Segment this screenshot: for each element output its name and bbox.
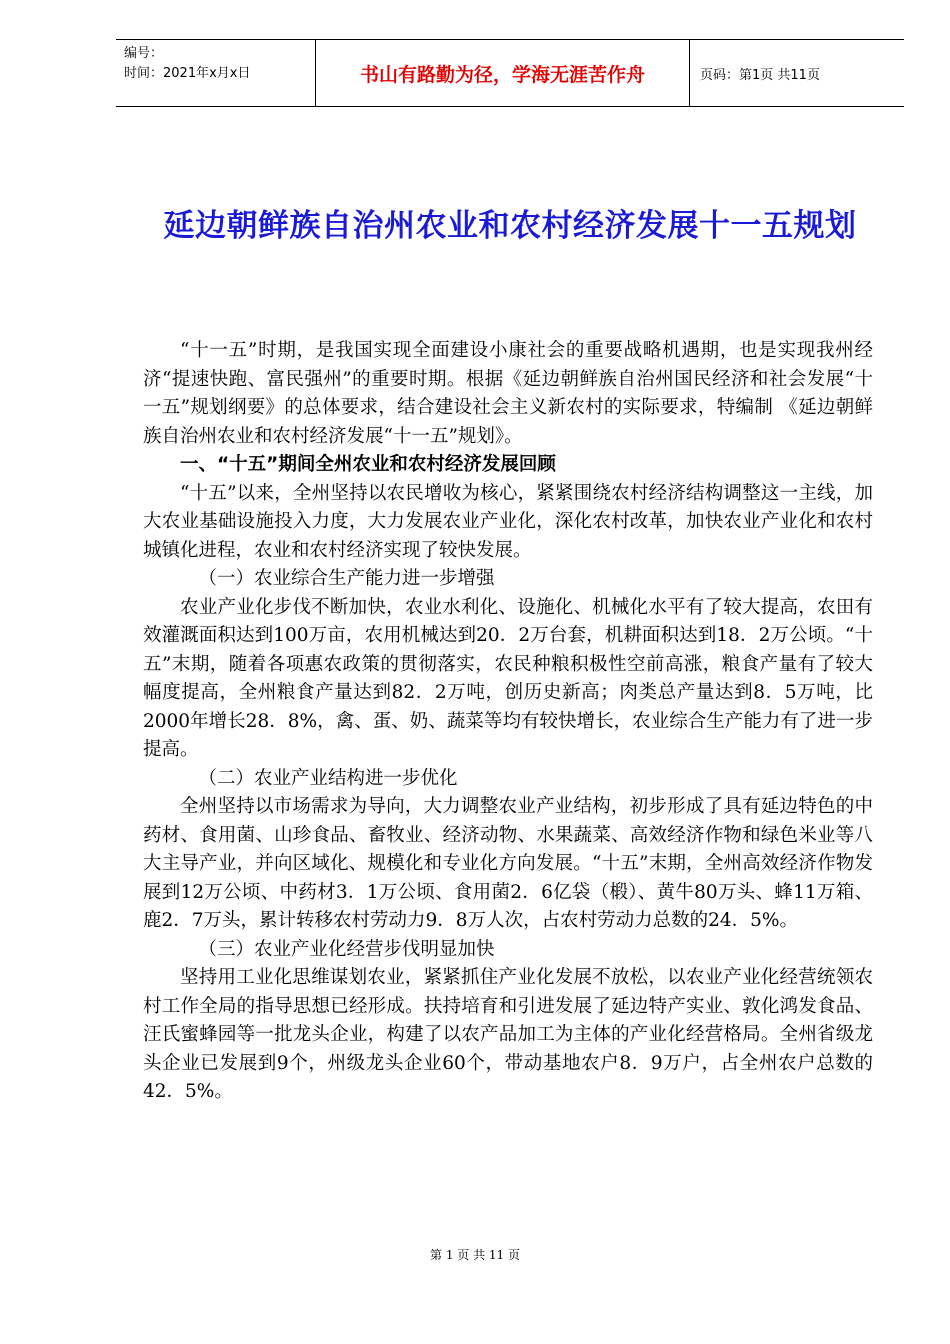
document-title: 延边朝鲜族自治州农业和农村经济发展十一五规划	[163, 208, 857, 244]
paragraph: 坚持用工业化思维谋划农业，紧紧抓住产业化发展不放松，以农业产业化经营统领农村工作全局的指导思想已经形成。扶持培育和引进发展了延边特产实业、敦化鸿发食品、汪氏蜜蜂园等一批龙头企业，构建了以农产品加工为主体的产业化经营格局。全州省级龙头企业已发展到9个，州级龙头企业60个，带动基地农户8．9万户，占全州农户总数的42．5%。	[143, 967, 873, 1102]
page-footer: 第 1 页 共 11 页	[430, 1248, 520, 1262]
document-body	[143, 337, 873, 1107]
paragraph: “十五”以来，全州坚持以农民增收为核心，紧紧围绕农村经济结构调整这一主线，加大农业基础设施投入力度，大力发展农业产业化，深化农村改革，加快农业产业化和农村城镇化进程，农业和农村经济实现了较快发展。	[143, 482, 873, 561]
header-table	[116, 39, 904, 107]
intro-paragraph: “十一五”时期，是我国实现全面建设小康社会的重要战略机遇期，也是实现我州经济“提速快跑、富民强州”的重要时期。根据《延边朝鲜族自治州国民经济和社会发展“十一五”规划纲要》的总体要求，结合建设社会主义新农村的实际要求，特编制 《延边朝鲜族自治州农业和农村经济发展“十一五”规划》。	[143, 340, 873, 447]
section-heading: 一、“十五”期间全州农业和农村经济发展回顾	[180, 454, 556, 475]
time-label: 时间：2021年x月x日	[124, 66, 251, 81]
number-label: 编号：	[124, 46, 164, 61]
paragraph: 全州坚持以市场需求为导向，大力调整农业产业结构，初步形成了具有延边特色的中药材、食用菌、山珍食品、畜牧业、经济动物、水果蔬菜、高效经济作物和绿色米业等八大主导产业，并向区域化、规模化和专业化方向发展。“十五”末期，全州高效经济作物发展到12万公顷、中药材3．1万公顷、食用菌2．6亿袋（椴）、黄牛80万头、蜂11万箱、鹿2．7万头，累计转移农村劳动力9．8万人次，占农村劳动力总数的24．5%。	[143, 796, 873, 931]
header-page-label: 页码：第1页 共11页	[700, 67, 820, 83]
header-motto: 书山有路勤为径，学海无涯苦作舟	[316, 40, 690, 106]
subsection-heading: （一）农业综合生产能力进一步增强	[198, 568, 495, 589]
header-meta-cell	[116, 40, 316, 106]
subsection-heading: （二）农业产业结构进一步优化	[198, 767, 458, 789]
paragraph: 农业产业化步伐不断加快，农业水利化、设施化、机械化水平有了较大提高，农田有效灌溉面积达到100万亩，农用机械达到20．2万台套，机耕面积达到18．2万公顷。“十五”末期，随着各项惠农政策的贯彻落实，农民种粮积极性空前高涨，粮食产量有了较大幅度提高，全州粮食产量达到82．2万吨，创历史新高；肉类总产量达到8．5万吨，比2000年增长28．8%，禽、蛋、奶、蔬菜等均有较快增长，农业综合生产能力有了进一步提高。	[143, 596, 873, 760]
subsection-heading: （三）农业产业化经营步伐明显加快	[198, 938, 495, 960]
